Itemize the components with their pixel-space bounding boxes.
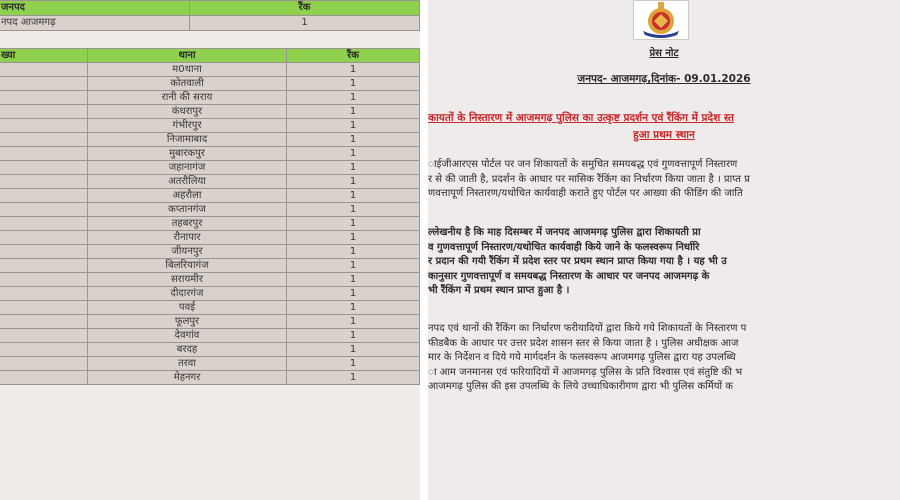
station-rank: 1 [287,231,420,245]
station-name: कप्तानगंज [88,203,287,217]
station-rank: 1 [287,217,420,231]
station-rank: 1 [287,203,420,217]
header-district: जनपद [0,1,190,16]
station-name: रौनापार [88,231,287,245]
station-name: कंधरापुर [88,105,287,119]
table-row [0,259,420,273]
dateline-text: जनपद- आजमगढ़,दिनांक- 09.01.2026 [577,73,751,85]
station-name: मुबारकपुर [88,147,287,161]
station-rank: 1 [287,329,420,343]
station-rank: 1 [287,105,420,119]
station-rank: 1 [287,175,420,189]
station-rank: 1 [287,77,420,91]
paragraph-line: र से की जाती है, प्रदर्शन के आधार पर मासिक रैंकिंग का निर्धारण किया जाता है । प्राप्त प्र [428,173,750,185]
serial-cell [0,77,88,91]
station-name: पवई [88,301,287,315]
station-rank: 1 [287,245,420,259]
paragraph-line: भी रैंकिंग में प्रथम स्थान प्राप्त हुआ है । [428,285,570,296]
station-rank: 1 [287,343,420,357]
table-row [0,329,420,343]
paragraph-1 [428,158,900,202]
serial-cell [0,371,88,385]
station-table-header [0,49,420,63]
paragraph-line: ल्लेखनीय है कि माह दिसम्बर में जनपद आजमगढ़ पुलिस द्वारा शिकायती प्रा [428,227,701,238]
serial-cell [0,329,88,343]
station-name: रानी की सराय [88,91,287,105]
station-name: जीयनपुर [88,245,287,259]
table-row [0,133,420,147]
paragraph-line: फीडबैक के आधार पर उत्तर प्रदेश शासन स्तर से किया जाता है । पुलिस अधीक्षक आज [428,337,739,349]
station-rank: 1 [287,315,420,329]
serial-cell [0,189,88,203]
station-rank: 1 [287,133,420,147]
station-rank: 1 [287,287,420,301]
serial-cell [0,273,88,287]
table-row [0,343,420,357]
station-name: देवगांव [88,329,287,343]
station-rank: 1 [287,189,420,203]
paragraph-line: आजमगढ़ पुलिस की इस उपलब्धि के लिये उच्चाधिकारीगण द्वारा भी पुलिस कर्मियों क [428,381,733,392]
serial-cell [0,133,88,147]
paragraph-line: मार के निर्देशन व दिये गये मार्गदर्शन के फलस्वरूप आजमगढ़ पुलिस द्वारा यह उपलब्धि [428,352,736,363]
station-name: बिलरियागंज [88,259,287,273]
paragraph-line: ा आम जनमानस एवं फरियादियों में आजमगढ़ पुलिस के प्रति विश्वास एवं संतुष्टि की भ [428,366,743,378]
table-row [0,63,420,77]
table-row [0,77,420,91]
paragraph-3 [428,322,900,395]
station-rank-table [0,48,420,385]
district-rank: 1 [190,16,420,31]
press-note-title-text: प्रेस नोट [649,48,679,59]
station-name: कोतवाली [88,77,287,91]
header-rank: रैंक [287,49,420,63]
station-name: अतरौलिया [88,175,287,189]
station-name: जहानागंज [88,161,287,175]
image-divider [420,0,428,500]
table-row [0,315,420,329]
district-name: नपद आजमगढ़ [0,16,190,31]
station-rank: 1 [287,119,420,133]
table-row [0,357,420,371]
press-note-dateline [428,72,900,86]
table-row [0,189,420,203]
table-row [0,175,420,189]
serial-cell [0,175,88,189]
station-rank: 1 [287,357,420,371]
header-serial: ख्या [0,49,88,63]
station-name: तरवा [88,357,287,371]
table-row [0,217,420,231]
table-row [0,245,420,259]
serial-cell [0,217,88,231]
headline-line-1: कायतों के निस्तारण में आजमगढ़ पुलिस का उत्कृष्ट प्रदर्शन एवं रैंकिंग में प्रदेश स्त [428,112,734,124]
table-row [0,203,420,217]
station-rank: 1 [287,301,420,315]
table-row [0,273,420,287]
station-rank: 1 [287,273,420,287]
serial-cell [0,315,88,329]
table-row [0,119,420,133]
serial-cell [0,287,88,301]
headline-line-2: हुआ प्रथम स्थान [633,129,695,141]
station-name: म0थाना [88,63,287,77]
paragraph-line: ाईजीआरएस पोर्टल पर जन शिकायतों के समुचित समयबद्ध एवं गुणवत्तापूर्ण निस्तारण [428,159,738,170]
paragraph-line: व गुणवत्तापूर्ण निस्तारण/यथोचित कार्यवाही किये जाने के फलस्वरूप निर्धारि [428,241,700,253]
district-table-header [0,1,420,16]
table-row [0,231,420,245]
station-rank: 1 [287,371,420,385]
station-name: गंभीरपुर [88,119,287,133]
header-station: थाना [88,49,287,63]
station-rank: 1 [287,259,420,273]
station-name: बरदह [88,343,287,357]
station-name: अहरौला [88,189,287,203]
station-name: फूलपुर [88,315,287,329]
station-rank: 1 [287,161,420,175]
press-note-panel [428,0,900,500]
station-rank: 1 [287,147,420,161]
table-row [0,287,420,301]
serial-cell [0,245,88,259]
serial-cell [0,231,88,245]
station-rank: 1 [287,63,420,77]
serial-cell [0,343,88,357]
serial-cell [0,119,88,133]
station-name: निजामाबाद [88,133,287,147]
table-row [0,371,420,385]
table-row [0,301,420,315]
table-row [0,147,420,161]
serial-cell [0,301,88,315]
up-police-emblem-icon [633,0,689,40]
paragraph-line: कानुसार गुणवत्तापूर्ण व समयबद्ध निस्तारण के आधार पर जनपद आजमगढ़ के [428,270,710,282]
station-name: दीदारगंज [88,287,287,301]
station-name: सरायमीर [88,273,287,287]
paragraph-line: नपद एवं थानों की रैंकिंग का निर्धारण फरीयादियों द्वारा किये गये शिकायतों के निस्तारण प [428,323,747,334]
serial-cell [0,105,88,119]
station-name: तहबरपुर [88,217,287,231]
serial-cell [0,203,88,217]
header-rank: रैंक [190,1,420,16]
serial-cell [0,91,88,105]
serial-cell [0,63,88,77]
district-rank-table [0,0,420,31]
station-name: मेहनगर [88,371,287,385]
station-rank: 1 [287,91,420,105]
table-row [0,161,420,175]
paragraph-line: र प्रदान की गयी रैंकिंग में प्रदेश स्तर पर प्रथम स्थान प्राप्त किया गया है । यह भी उ [428,256,727,267]
serial-cell [0,147,88,161]
serial-cell [0,357,88,371]
press-note-title [428,45,900,59]
paragraph-2 [428,226,900,299]
serial-cell [0,161,88,175]
serial-cell [0,259,88,273]
table-row [0,16,420,31]
table-row [0,91,420,105]
table-row [0,105,420,119]
paragraph-line: णवत्तापूर्ण निस्तारण/यथोचित कार्यवाही कराते हुए पोर्टल पर आख्या की फीडिंग की जाति [428,188,743,199]
ranking-tables-panel [0,0,420,500]
